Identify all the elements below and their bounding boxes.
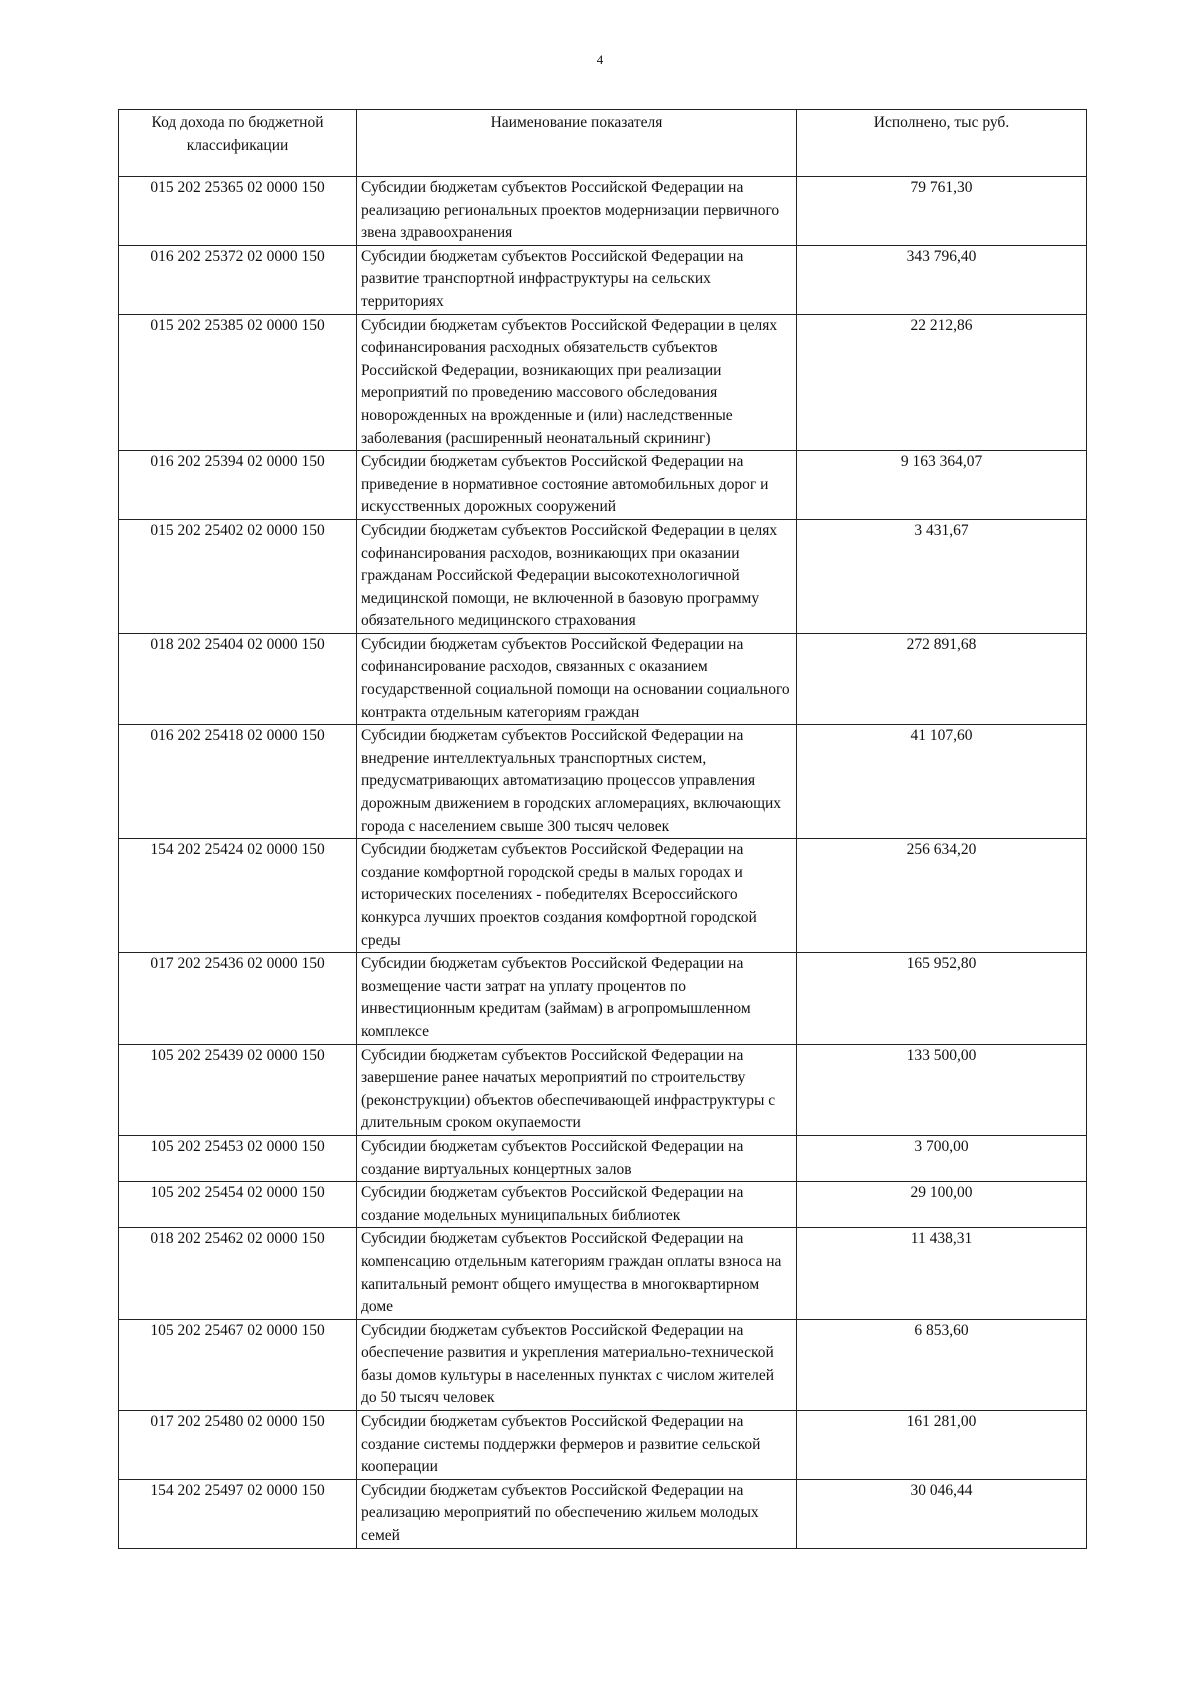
- row-code: 154 202 25424 02 0000 150: [119, 839, 357, 953]
- header-name: Наименование показателя: [357, 110, 797, 177]
- row-name: Субсидии бюджетам субъектов Российской Федерации на обеспечение развития и укрепления материально-технической базы домов культуры в населенных пунктах с числом жителей до 50 тысяч человек: [357, 1319, 797, 1410]
- row-code: 015 202 25385 02 0000 150: [119, 314, 357, 451]
- table-row: [119, 1319, 1087, 1410]
- row-code: 015 202 25402 02 0000 150: [119, 519, 357, 633]
- row-value: 79 761,30: [797, 177, 1087, 246]
- row-value: 3 431,67: [797, 519, 1087, 633]
- table-row: [119, 1044, 1087, 1135]
- table-row: [119, 451, 1087, 520]
- table-row: [119, 245, 1087, 314]
- row-value: 161 281,00: [797, 1411, 1087, 1480]
- table-row: [119, 1135, 1087, 1181]
- row-value: 9 163 364,07: [797, 451, 1087, 520]
- table-row: [119, 1182, 1087, 1228]
- row-code: 105 202 25467 02 0000 150: [119, 1319, 357, 1410]
- row-code: 017 202 25480 02 0000 150: [119, 1411, 357, 1480]
- row-value: 29 100,00: [797, 1182, 1087, 1228]
- row-name: Субсидии бюджетам субъектов Российской Федерации на развитие транспортной инфраструктуры на сельских территориях: [357, 245, 797, 314]
- row-name: Субсидии бюджетам субъектов Российской Федерации в целях софинансирования расходных обязательств субъектов Российской Федерации, возникающих при реализации мероприятий по проведению массового обследования новорожденных на врожденные и (или) наследственные заболевания (расширенный неонатальный скрининг): [357, 314, 797, 451]
- table-row: [119, 1411, 1087, 1480]
- row-name: Субсидии бюджетам субъектов Российской Федерации на возмещение части затрат на уплату процентов по инвестиционным кредитам (займам) в агропромышленном комплексе: [357, 953, 797, 1044]
- row-name: Субсидии бюджетам субъектов Российской Федерации на создание комфортной городской среды в малых городах и исторических поселениях - победителях Всероссийского конкурса лучших проектов создания комфортной городской среды: [357, 839, 797, 953]
- row-name: Субсидии бюджетам субъектов Российской Федерации на внедрение интеллектуальных транспортных систем, предусматривающих автоматизацию процессов управления дорожным движением в городских агломерациях, включающих города с населением свыше 300 тысяч человек: [357, 725, 797, 839]
- table-row: [119, 725, 1087, 839]
- row-value: 3 700,00: [797, 1135, 1087, 1181]
- row-name: Субсидии бюджетам субъектов Российской Федерации на реализацию мероприятий по обеспечению жильем молодых семей: [357, 1479, 797, 1548]
- row-value: 133 500,00: [797, 1044, 1087, 1135]
- table-row: [119, 1479, 1087, 1548]
- row-name: Субсидии бюджетам субъектов Российской Федерации на софинансирование расходов, связанных с оказанием государственной социальной помощи на основании социального контракта отдельным категориям граждан: [357, 633, 797, 724]
- row-value: 11 438,31: [797, 1228, 1087, 1319]
- row-name: Субсидии бюджетам субъектов Российской Федерации на создание системы поддержки фермеров и развитие сельской кооперации: [357, 1411, 797, 1480]
- table-row: [119, 953, 1087, 1044]
- row-value: 256 634,20: [797, 839, 1087, 953]
- row-code: 105 202 25453 02 0000 150: [119, 1135, 357, 1181]
- row-value: 343 796,40: [797, 245, 1087, 314]
- row-code: 105 202 25454 02 0000 150: [119, 1182, 357, 1228]
- table-row: [119, 1228, 1087, 1319]
- header-value: Исполнено, тыс руб.: [797, 110, 1087, 177]
- row-code: 016 202 25394 02 0000 150: [119, 451, 357, 520]
- row-name: Субсидии бюджетам субъектов Российской Федерации на создание виртуальных концертных залов: [357, 1135, 797, 1181]
- row-code: 018 202 25462 02 0000 150: [119, 1228, 357, 1319]
- header-code: Код дохода по бюджетной классификации: [119, 110, 357, 177]
- row-code: 017 202 25436 02 0000 150: [119, 953, 357, 1044]
- table-row: [119, 177, 1087, 246]
- row-value: 41 107,60: [797, 725, 1087, 839]
- row-name: Субсидии бюджетам субъектов Российской Федерации на создание модельных муниципальных библиотек: [357, 1182, 797, 1228]
- row-code: 016 202 25418 02 0000 150: [119, 725, 357, 839]
- row-name: Субсидии бюджетам субъектов Российской Федерации на реализацию региональных проектов модернизации первичного звена здравоохранения: [357, 177, 797, 246]
- row-code: 016 202 25372 02 0000 150: [119, 245, 357, 314]
- row-code: 018 202 25404 02 0000 150: [119, 633, 357, 724]
- table-header: [119, 110, 1087, 177]
- row-value: 22 212,86: [797, 314, 1087, 451]
- row-value: 6 853,60: [797, 1319, 1087, 1410]
- table-row: [119, 839, 1087, 953]
- table-body: [119, 177, 1087, 1549]
- table-row: [119, 633, 1087, 724]
- row-name: Субсидии бюджетам субъектов Российской Федерации на завершение ранее начатых мероприятий по строительству (реконструкции) объектов обеспечивающей инфраструктуры с длительным сроком окупаемости: [357, 1044, 797, 1135]
- row-name: Субсидии бюджетам субъектов Российской Федерации на компенсацию отдельным категориям граждан оплаты взноса на капитальный ремонт общего имущества в многоквартирном доме: [357, 1228, 797, 1319]
- row-name: Субсидии бюджетам субъектов Российской Федерации в целях софинансирования расходов, возникающих при оказании гражданам Российской Федерации высокотехнологичной медицинской помощи, не включенной в базовую программу обязательного медицинского страхования: [357, 519, 797, 633]
- row-value: 272 891,68: [797, 633, 1087, 724]
- table-row: [119, 519, 1087, 633]
- page-number: 4: [596, 52, 604, 67]
- budget-table: [118, 109, 1087, 1549]
- row-value: 30 046,44: [797, 1479, 1087, 1548]
- row-code: 015 202 25365 02 0000 150: [119, 177, 357, 246]
- table-row: [119, 314, 1087, 451]
- row-code: 154 202 25497 02 0000 150: [119, 1479, 357, 1548]
- row-value: 165 952,80: [797, 953, 1087, 1044]
- row-name: Субсидии бюджетам субъектов Российской Федерации на приведение в нормативное состояние автомобильных дорог и искусственных дорожных сооружений: [357, 451, 797, 520]
- header-row: [119, 110, 1087, 177]
- row-code: 105 202 25439 02 0000 150: [119, 1044, 357, 1135]
